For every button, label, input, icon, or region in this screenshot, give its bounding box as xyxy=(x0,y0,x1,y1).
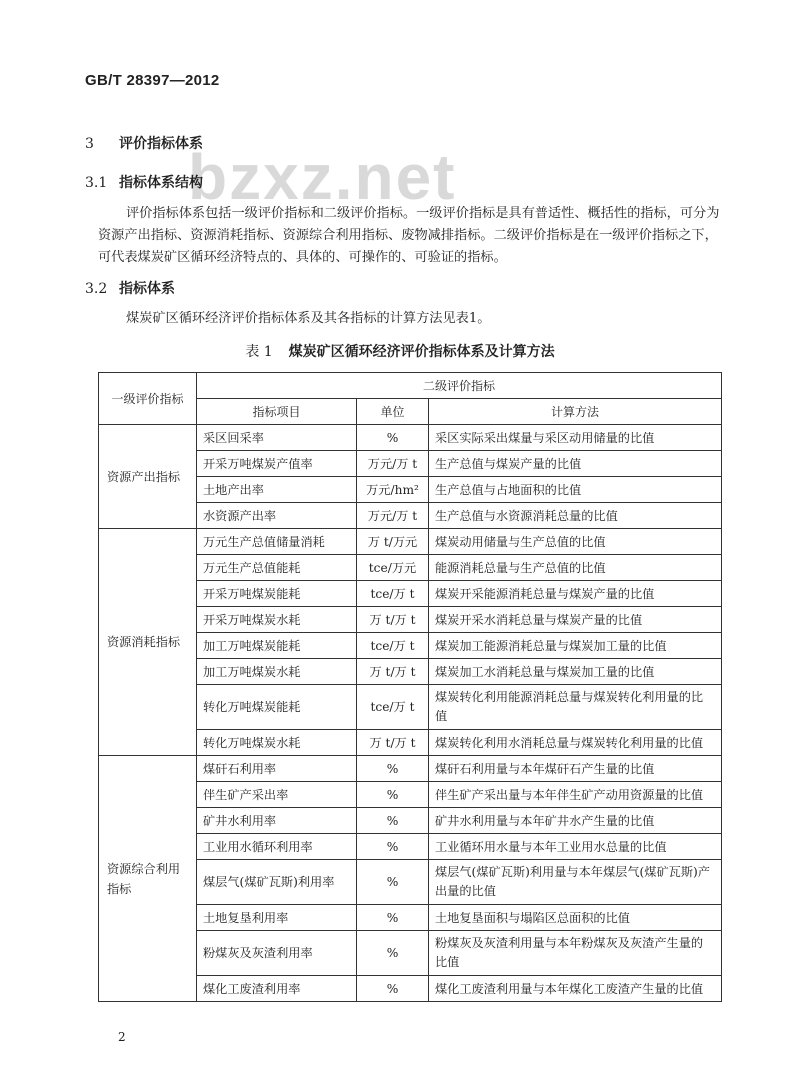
section-3-2-title: 指标体系 xyxy=(119,281,175,297)
unit-cell: 万 t/万 t xyxy=(357,607,429,633)
item-cell: 采区回采率 xyxy=(197,425,357,451)
watermark: bzxz.net xyxy=(188,141,457,213)
table-body xyxy=(99,373,722,1002)
item-cell: 万元生产总值能耗 xyxy=(197,555,357,581)
table-caption xyxy=(0,341,800,361)
unit-cell: tce/万元 xyxy=(357,555,429,581)
table-number: 表 1 xyxy=(245,344,273,360)
unit-cell: % xyxy=(357,976,429,1002)
item-cell: 伴生矿产采出率 xyxy=(197,782,357,808)
table-row xyxy=(99,756,722,782)
item-cell: 煤化工废渣利用率 xyxy=(197,976,357,1002)
section-3-1-number: 3.1 xyxy=(85,175,108,191)
item-cell: 开采万吨煤炭产值率 xyxy=(197,451,357,477)
item-cell: 煤矸石利用率 xyxy=(197,756,357,782)
paragraph-structure: 评价指标体系包括一级评价指标和二级评价指标。一级评价指标是具有普适性、概括性的指标，可分为资源产出指标、资源消耗指标、资源综合利用指标、废物减排指标。二级评价指标是在一级评价指标之下，可代表煤炭矿区循环经济特点的、具体的、可操作的、可验证的指标。 xyxy=(98,206,720,265)
method-cell: 煤炭开采能源消耗总量与煤炭产量的比值 xyxy=(429,581,722,607)
category-cell: 资源产出指标 xyxy=(99,425,197,529)
item-cell: 开采万吨煤炭水耗 xyxy=(197,607,357,633)
item-cell: 土地产出率 xyxy=(197,477,357,503)
method-cell: 煤矸石利用量与本年煤矸石产生量的比值 xyxy=(429,756,722,782)
unit-cell: 万元/hm² xyxy=(357,477,429,503)
method-cell: 煤化工废渣利用量与本年煤化工废渣产生量的比值 xyxy=(429,976,722,1002)
unit-cell: 万 t/万元 xyxy=(357,529,429,555)
section-3-number: 3 xyxy=(85,136,94,152)
item-cell: 水资源产出率 xyxy=(197,503,357,529)
unit-cell: 万元/万 t xyxy=(357,503,429,529)
unit-cell: 万 t/万 t xyxy=(357,659,429,685)
unit-cell: tce/万 t xyxy=(357,633,429,659)
table-header-row-1 xyxy=(99,373,722,399)
item-cell: 煤层气(煤矿瓦斯)利用率 xyxy=(197,860,357,905)
item-cell: 转化万吨煤炭水耗 xyxy=(197,730,357,756)
unit-cell: 万 t/万 t xyxy=(357,730,429,756)
indicator-table xyxy=(98,372,722,1002)
method-cell: 生产总值与占地面积的比值 xyxy=(429,477,722,503)
item-cell: 加工万吨煤炭水耗 xyxy=(197,659,357,685)
standard-code: GB/T 28397—2012 xyxy=(85,72,220,89)
method-cell: 煤炭加工能源消耗总量与煤炭加工量的比值 xyxy=(429,633,722,659)
unit-cell: % xyxy=(357,756,429,782)
header-unit: 单位 xyxy=(357,399,429,425)
table-row xyxy=(99,425,722,451)
unit-cell: % xyxy=(357,834,429,860)
method-cell: 生产总值与煤炭产量的比值 xyxy=(429,451,722,477)
page-number: 2 xyxy=(118,1030,126,1044)
unit-cell: % xyxy=(357,931,429,976)
method-cell: 工业循环用水量与本年工业用水总量的比值 xyxy=(429,834,722,860)
section-3-heading xyxy=(85,133,203,153)
item-cell: 开采万吨煤炭能耗 xyxy=(197,581,357,607)
method-cell: 粉煤灰及灰渣利用量与本年粉煤灰及灰渣产生量的比值 xyxy=(429,931,722,976)
item-cell: 矿井水利用率 xyxy=(197,808,357,834)
method-cell: 土地复垦面积与塌陷区总面积的比值 xyxy=(429,905,722,931)
item-cell: 转化万吨煤炭能耗 xyxy=(197,685,357,730)
header-method: 计算方法 xyxy=(429,399,722,425)
method-cell: 煤层气(煤矿瓦斯)利用量与本年煤层气(煤矿瓦斯)产出量的比值 xyxy=(429,860,722,905)
method-cell: 煤炭动用储量与生产总值的比值 xyxy=(429,529,722,555)
method-cell: 煤炭转化利用水消耗总量与煤炭转化利用量的比值 xyxy=(429,730,722,756)
unit-cell: tce/万 t xyxy=(357,685,429,730)
unit-cell: % xyxy=(357,905,429,931)
unit-cell: % xyxy=(357,782,429,808)
item-cell: 土地复垦利用率 xyxy=(197,905,357,931)
paragraph-system: 煤炭矿区循环经济评价指标体系及其各指标的计算方法见表1。 xyxy=(126,311,491,326)
section-3-1-heading xyxy=(85,172,203,192)
item-cell: 工业用水循环利用率 xyxy=(197,834,357,860)
method-cell: 伴生矿产采出量与本年伴生矿产动用资源量的比值 xyxy=(429,782,722,808)
section-3-2-number: 3.2 xyxy=(85,281,108,297)
section-3-title: 评价指标体系 xyxy=(119,136,203,152)
item-cell: 粉煤灰及灰渣利用率 xyxy=(197,931,357,976)
unit-cell: tce/万 t xyxy=(357,581,429,607)
table-row xyxy=(99,529,722,555)
header-level1: 一级评价指标 xyxy=(99,373,197,425)
method-cell: 煤炭加工水消耗总量与煤炭加工量的比值 xyxy=(429,659,722,685)
method-cell: 生产总值与水资源消耗总量的比值 xyxy=(429,503,722,529)
category-cell: 资源消耗指标 xyxy=(99,529,197,756)
category-cell: 资源综合利用指标 xyxy=(99,756,197,1002)
unit-cell: 万元/万 t xyxy=(357,451,429,477)
method-cell: 采区实际采出煤量与采区动用储量的比值 xyxy=(429,425,722,451)
method-cell: 能源消耗总量与生产总值的比值 xyxy=(429,555,722,581)
table-title: 煤炭矿区循环经济评价指标体系及计算方法 xyxy=(288,344,555,360)
method-cell: 煤炭转化利用能源消耗总量与煤炭转化利用量的比值 xyxy=(429,685,722,730)
unit-cell: % xyxy=(357,860,429,905)
item-cell: 加工万吨煤炭能耗 xyxy=(197,633,357,659)
header-level2: 二级评价指标 xyxy=(197,373,722,399)
item-cell: 万元生产总值储量消耗 xyxy=(197,529,357,555)
unit-cell: % xyxy=(357,425,429,451)
method-cell: 矿井水利用量与本年矿井水产生量的比值 xyxy=(429,808,722,834)
header-item: 指标项目 xyxy=(197,399,357,425)
unit-cell: % xyxy=(357,808,429,834)
method-cell: 煤炭开采水消耗总量与煤炭产量的比值 xyxy=(429,607,722,633)
section-3-1-title: 指标体系结构 xyxy=(119,175,203,191)
section-3-2-heading xyxy=(85,278,175,298)
